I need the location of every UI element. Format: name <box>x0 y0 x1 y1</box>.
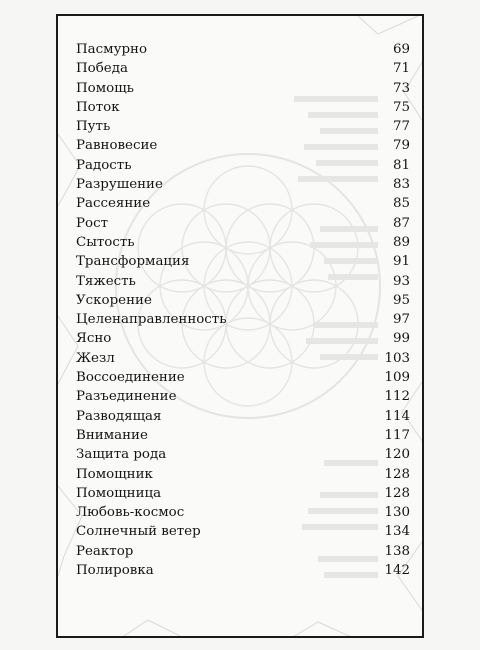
toc-entry-page: 97 <box>392 312 410 328</box>
toc-entry[interactable] <box>76 98 410 117</box>
toc-entry-title: Разрушение <box>76 177 163 193</box>
toc-entry-title: Пасмурно <box>76 42 148 57</box>
toc-entry-page: 117 <box>384 427 410 443</box>
toc-entry-page: 93 <box>392 273 410 289</box>
toc-entry-title: Помощник <box>76 466 153 482</box>
toc-entry[interactable] <box>76 329 410 348</box>
toc-entry-title: Защита рода <box>76 447 167 463</box>
toc-entry[interactable] <box>76 407 410 426</box>
page-frame <box>56 14 424 638</box>
toc-entry-page: 87 <box>392 215 410 231</box>
toc-entry-title: Поток <box>76 99 120 115</box>
toc-entry[interactable] <box>76 272 410 291</box>
toc-entry-page: 79 <box>392 138 410 154</box>
toc-entry-page: 128 <box>384 466 410 482</box>
toc-entry[interactable] <box>76 503 410 522</box>
toc-entry-page: 69 <box>392 42 410 57</box>
toc-entry-page: 77 <box>392 119 410 135</box>
table-of-contents <box>76 40 410 580</box>
toc-entry[interactable] <box>76 252 410 271</box>
toc-entry-title: Путь <box>76 119 111 135</box>
toc-entry-title: Любовь-космос <box>76 505 185 521</box>
toc-entry-title: Полировка <box>76 563 154 579</box>
toc-entry-page: 89 <box>392 234 410 250</box>
toc-entry-title: Радость <box>76 157 132 173</box>
toc-entry-page: 99 <box>392 331 410 347</box>
toc-entry-title: Рост <box>76 215 108 231</box>
toc-entry-title: Реактор <box>76 543 134 559</box>
toc-entry-title: Ясно <box>76 331 112 347</box>
toc-entry[interactable] <box>76 522 410 541</box>
toc-entry-page: 114 <box>384 408 410 424</box>
toc-entry[interactable] <box>76 368 410 387</box>
toc-entry[interactable] <box>76 136 410 155</box>
toc-entry-page: 128 <box>384 485 410 501</box>
toc-entry-page: 71 <box>392 61 410 77</box>
toc-entry-title: Ускорение <box>76 292 152 308</box>
toc-entry-page: 138 <box>384 543 410 559</box>
toc-entry-title: Разъединение <box>76 389 177 405</box>
toc-entry[interactable] <box>76 542 410 561</box>
toc-entry[interactable] <box>76 310 410 329</box>
toc-entry[interactable] <box>76 214 410 233</box>
toc-entry[interactable] <box>76 156 410 175</box>
toc-entry[interactable] <box>76 387 410 406</box>
toc-entry[interactable] <box>76 445 410 464</box>
toc-entry-title: Целенаправленность <box>76 312 227 328</box>
toc-entry-title: Трансформация <box>76 254 190 270</box>
toc-entry-title: Равновесие <box>76 138 158 154</box>
toc-entry[interactable] <box>76 117 410 136</box>
toc-entry-page: 85 <box>392 196 410 212</box>
toc-entry-page: 95 <box>392 292 410 308</box>
toc-entry[interactable] <box>76 194 410 213</box>
toc-entry-page: 134 <box>384 524 410 540</box>
toc-entry-page: 109 <box>384 370 410 386</box>
toc-entry[interactable] <box>76 40 410 59</box>
toc-entry[interactable] <box>76 484 410 503</box>
toc-entry[interactable] <box>76 561 410 580</box>
toc-entry[interactable] <box>76 79 410 98</box>
toc-entry[interactable] <box>76 465 410 484</box>
toc-entry-title: Внимание <box>76 427 148 443</box>
toc-entry-title: Тяжесть <box>76 273 136 289</box>
toc-entry-title: Рассеяние <box>76 196 151 212</box>
toc-entry[interactable] <box>76 426 410 445</box>
toc-entry[interactable] <box>76 291 410 310</box>
toc-entry[interactable] <box>76 349 410 368</box>
toc-entry-title: Воссоединение <box>76 370 185 386</box>
toc-entry-title: Помощница <box>76 485 162 501</box>
toc-entry-page: 112 <box>384 389 410 405</box>
toc-entry-page: 103 <box>384 350 410 366</box>
toc-entry-title: Помощь <box>76 80 134 96</box>
toc-entry-page: 75 <box>392 99 410 115</box>
toc-entry-title: Сытость <box>76 234 135 250</box>
toc-entry-title: Победа <box>76 61 128 77</box>
toc-entry[interactable] <box>76 175 410 194</box>
toc-entry-page: 73 <box>392 80 410 96</box>
toc-entry-page: 81 <box>392 157 410 173</box>
toc-entry[interactable] <box>76 59 410 78</box>
toc-entry-title: Солнечный ветер <box>76 524 201 540</box>
toc-entry-page: 91 <box>392 254 410 270</box>
toc-entry-page: 120 <box>384 447 410 463</box>
toc-entry-page: 130 <box>384 505 410 521</box>
toc-entry[interactable] <box>76 233 410 252</box>
toc-entry-title: Разводящая <box>76 408 162 424</box>
toc-entry-page: 83 <box>392 177 410 193</box>
toc-entry-title: Жезл <box>76 350 115 366</box>
toc-entry-page: 142 <box>384 563 410 579</box>
